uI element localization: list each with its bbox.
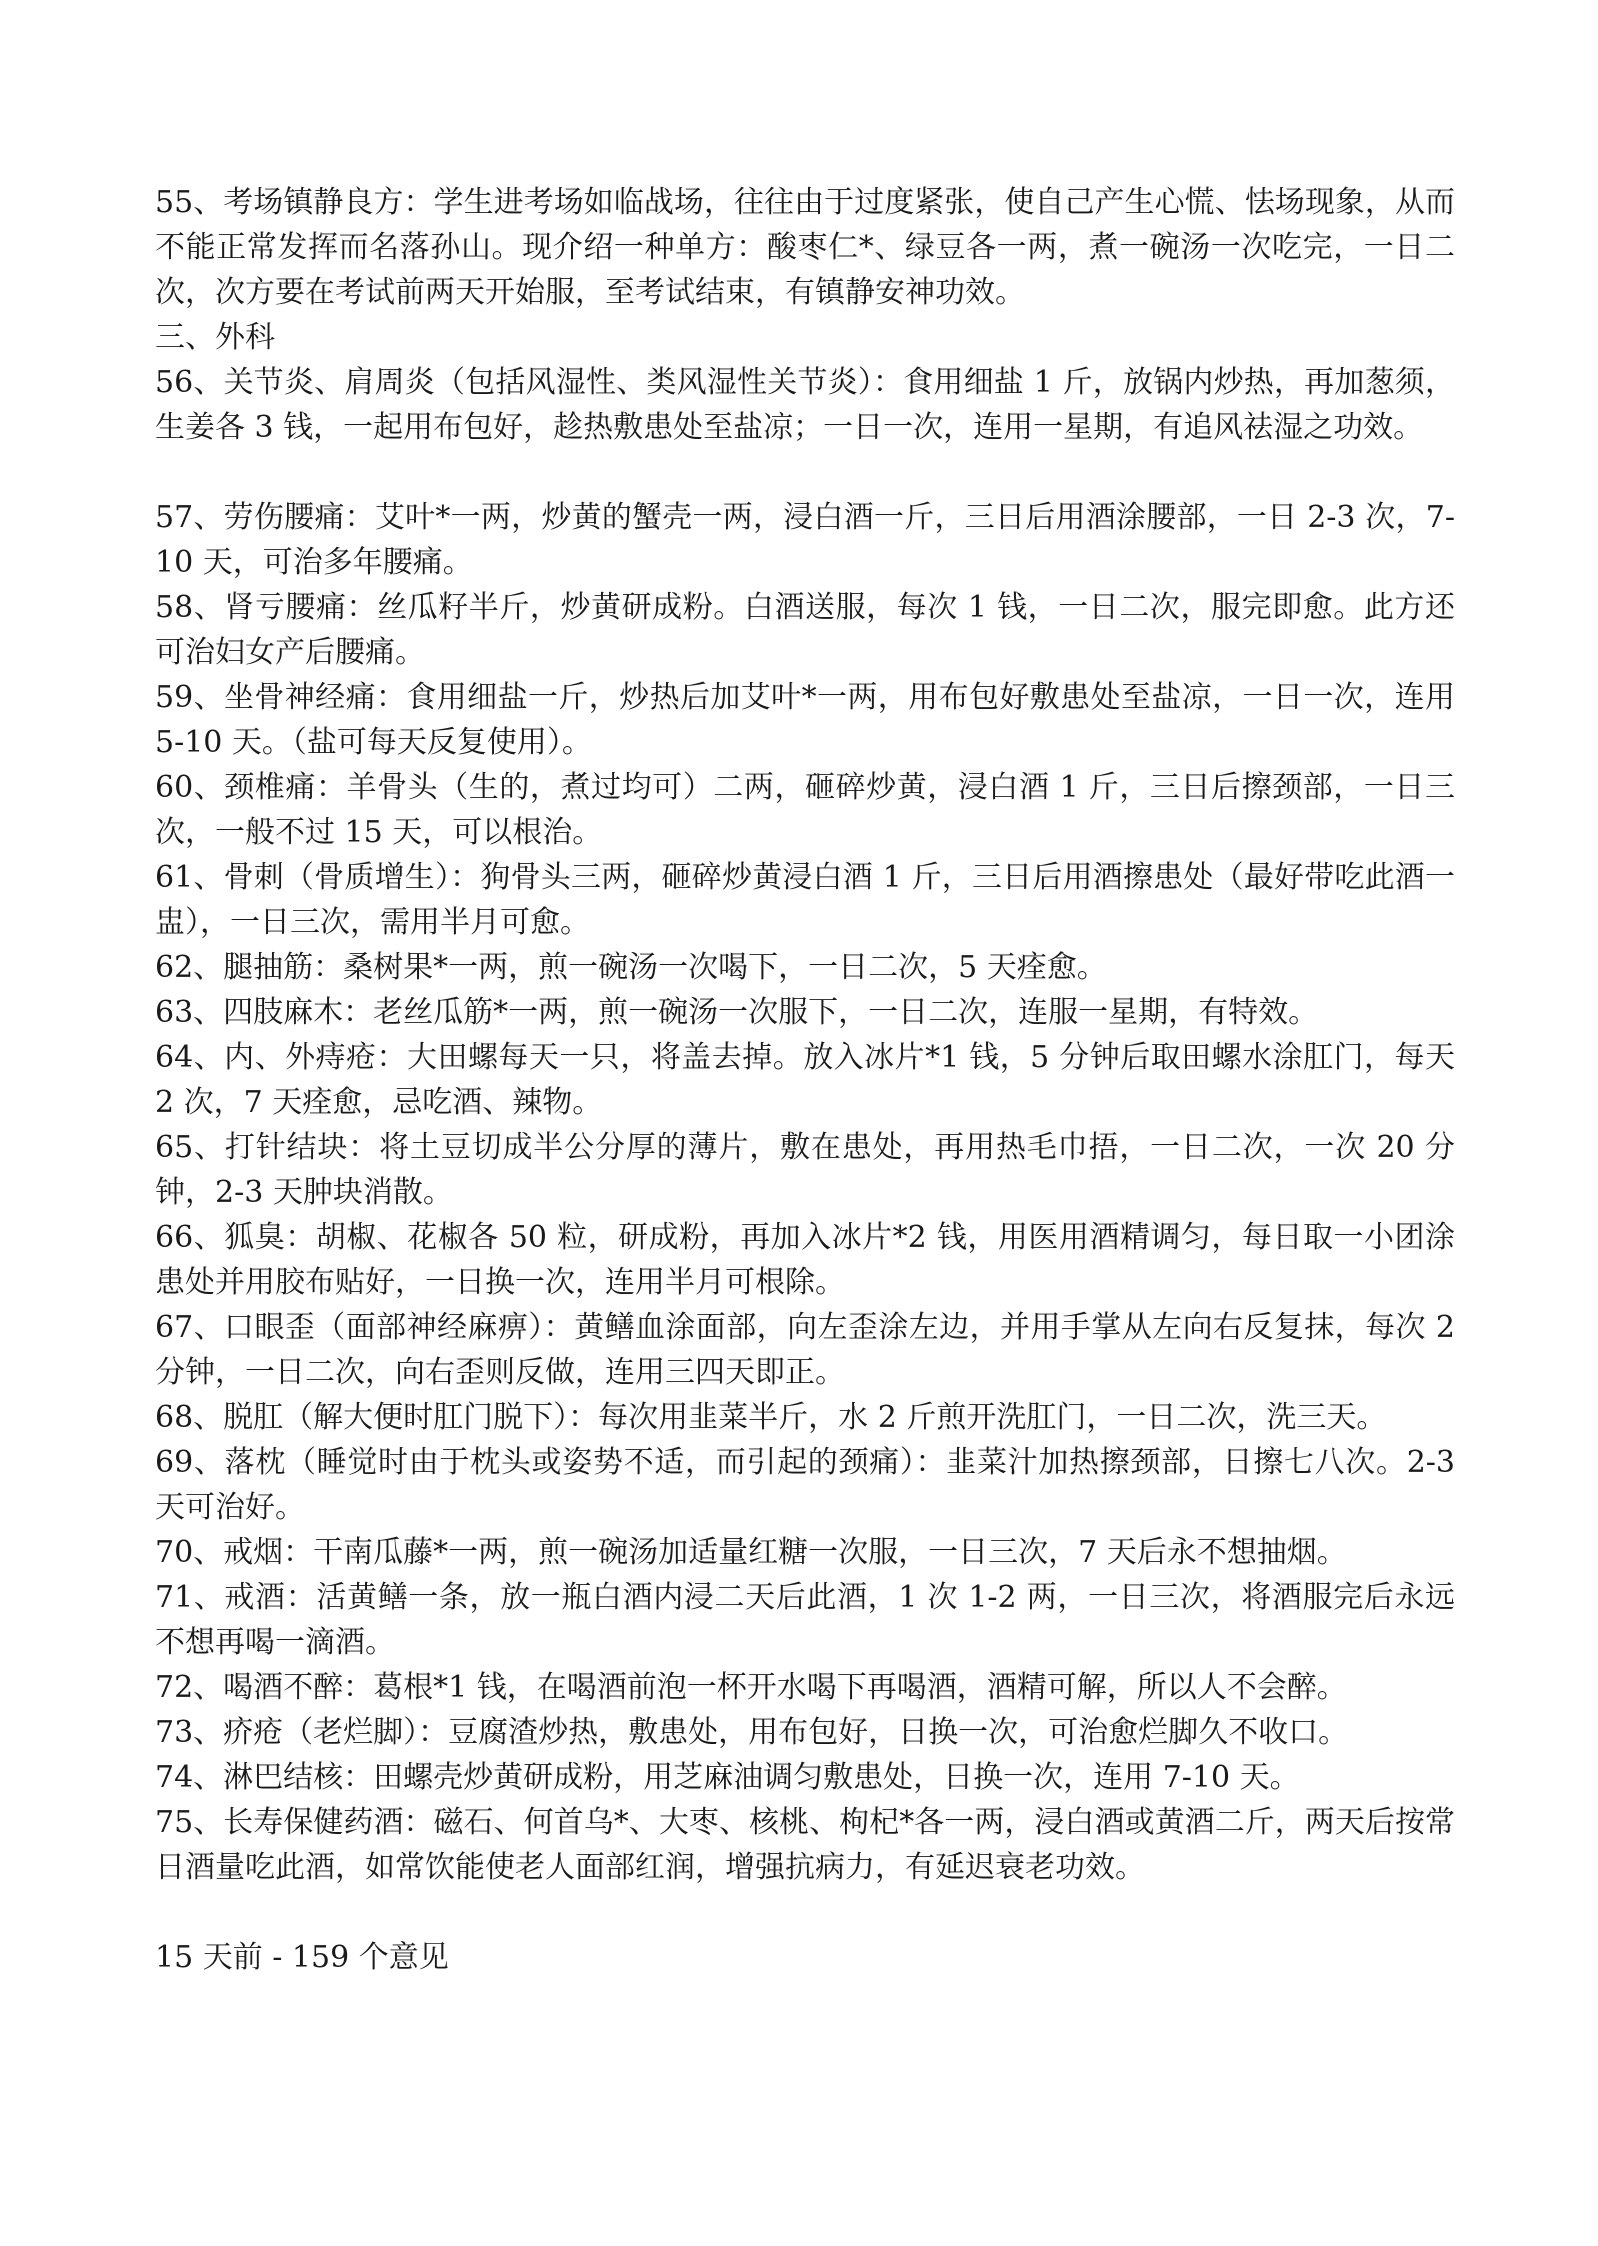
paragraph-57: 57、劳伤腰痛：艾叶*一两，炒黄的蟹壳一两，浸白酒一斤，三日后用酒涂腰部，一日 2-3 次，7-10 天，可治多年腰痛。 [155,500,1455,580]
paragraph-59: 59、坐骨神经痛：食用细盐一斤，炒热后加艾叶*一两，用布包好敷患处至盐凉，一日一次，连用 5-10 天。（盐可每天反复使用）。 [155,680,1455,760]
paragraph-58: 58、肾亏腰痛：丝瓜籽半斤，炒黄研成粉。白酒送服，每次 1 钱，一日二次，服完即愈。此方还可治妇女产后腰痛。 [155,590,1455,670]
paragraph-73: 73、疥疮（老烂脚）：豆腐渣炒热，敷患处，用布包好，日换一次，可治愈烂脚久不收口。 [155,1715,1349,1750]
paragraph-68: 68、脱肛（解大便时肛门脱下）：每次用韭菜半斤，水 2 斤煎开洗肛门，一日二次，洗三天。 [155,1400,1387,1435]
paragraph-70: 70、戒烟：干南瓜藤*一两，煎一碗汤加适量红糖一次服，一日三次，7 天后永不想抽烟。 [155,1535,1347,1570]
post-meta-footer: 15 天前 - 159 个意见 [155,1940,449,1975]
blank-line [155,450,1455,495]
document-body [155,180,1455,1980]
paragraph-63: 63、四肢麻木：老丝瓜筋*一两，煎一碗汤一次服下，一日二次，连服一星期，有特效。 [155,995,1319,1030]
paragraph-65: 65、打针结块：将土豆切成半公分厚的薄片，敷在患处，再用热毛巾捂，一日二次，一次 20 分钟，2-3 天肿块消散。 [155,1130,1455,1210]
paragraph-67: 67、口眼歪（面部神经麻痹）：黄鳝血涂面部，向左歪涂左边，并用手掌从左向右反复抹，每次 2 分钟，一日二次，向右歪则反做，连用三四天即正。 [155,1310,1455,1390]
paragraph-69: 69、落枕（睡觉时由于枕头或姿势不适，而引起的颈痛）：韭菜汁加热擦颈部，日擦七八次。2-3 天可治好。 [155,1445,1455,1525]
paragraph-75: 75、长寿保健药酒：磁石、何首乌*、大枣、核桃、枸杞*各一两，浸白酒或黄酒二斤，两天后按常日酒量吃此酒，如常饮能使老人面部红润，增强抗病力，有延迟衰老功效。 [155,1805,1455,1885]
paragraph-56: 56、关节炎、肩周炎（包括风湿性、类风湿性关节炎）：食用细盐 1 斤，放锅内炒热，再加葱须，生姜各 3 钱，一起用布包好，趁热敷患处至盐凉；一日一次，连用一星期，有追风祛湿之功效。 [155,365,1455,445]
paragraph-62: 62、腿抽筋：桑树果*一两，煎一碗汤一次喝下，一日二次，5 天痊愈。 [155,950,1107,985]
paragraph-71: 71、戒酒：活黄鳝一条，放一瓶白酒内浸二天后此酒，1 次 1-2 两，一日三次，将酒服完后永远不想再喝一滴酒。 [155,1580,1455,1660]
paragraph-55: 55、考场镇静良方：学生进考场如临战场，往往由于过度紧张，使自己产生心慌、怯场现象，从而不能正常发挥而名落孙山。现介绍一种单方：酸枣仁*、绿豆各一两，煮一碗汤一次吃完，一日二次，次方要在考试前两天开始服，至考试结束，有镇静安神功效。 [155,185,1455,310]
paragraph-61: 61、骨刺（骨质增生）：狗骨头三两，砸碎炒黄浸白酒 1 斤，三日后用酒擦患处（最好带吃此酒一盅），一日三次，需用半月可愈。 [155,860,1455,940]
paragraph-74: 74、淋巴结核：田螺壳炒黄研成粉，用芝麻油调匀敷患处，日换一次，连用 7-10 天。 [155,1760,1300,1795]
paragraph-64: 64、内、外痔疮：大田螺每天一只，将盖去掉。放入冰片*1 钱，5 分钟后取田螺水涂肛门，每天 2 次，7 天痊愈，忌吃酒、辣物。 [155,1040,1455,1120]
paragraph-60: 60、颈椎痛：羊骨头（生的，煮过均可）二两，砸碎炒黄，浸白酒 1 斤，三日后擦颈部，一日三次，一般不过 15 天，可以根治。 [155,770,1455,850]
section-heading-surgery: 三、外科 [155,320,275,355]
paragraph-66: 66、狐臭：胡椒、花椒各 50 粒，研成粉，再加入冰片*2 钱，用医用酒精调匀，每日取一小团涂患处并用胶布贴好，一日换一次，连用半月可根除。 [155,1220,1455,1300]
paragraph-72: 72、喝酒不醉：葛根*1 钱，在喝酒前泡一杯开水喝下再喝酒，酒精可解，所以人不会醉。 [155,1670,1347,1705]
